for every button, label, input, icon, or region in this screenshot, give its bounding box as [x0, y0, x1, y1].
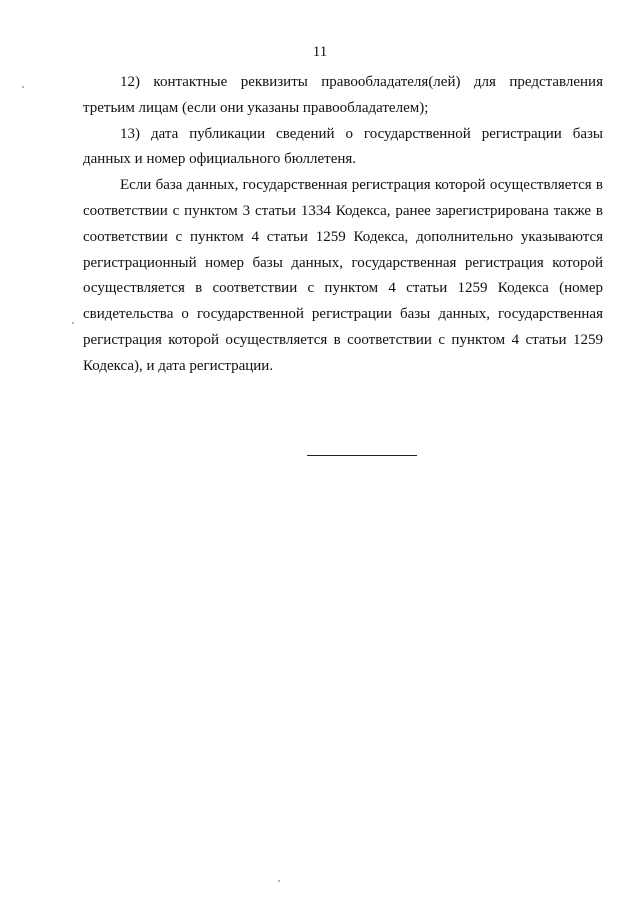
page-number: 11: [312, 44, 328, 60]
list-item-12: 12) контактные реквизиты правообладателя(лей) для представления третьим лицам (если они указаны правообладателем);: [83, 74, 603, 116]
body-paragraph: Если база данных, государственная регистрация которой осуществляется в соответствии с пунктом 3 статьи 1334 Кодекса, ранее зарегистрирована также в соответствии с пунктом 4 статьи 1259 Кодекса, дополнительно указываются регистрационный номер базы данных, государственная регистрация которой осуществляется в соответствии с пунктом 4 статьи 1259 Кодекса (номер свидетельства о государственной регистрации базы данных, государственная регистрация которой осуществляется в соответствии с пунктом 4 статьи 1259 Кодекса), и дата регистрации.: [83, 177, 603, 374]
scan-speck: [22, 86, 24, 88]
scan-speck: [278, 880, 280, 882]
scan-speck: [72, 322, 74, 324]
list-item-13: 13) дата публикации сведений о государственной регистрации базы данных и номер официального бюллетеня.: [83, 125, 603, 168]
document-body: [83, 70, 603, 380]
end-divider: [307, 455, 417, 456]
